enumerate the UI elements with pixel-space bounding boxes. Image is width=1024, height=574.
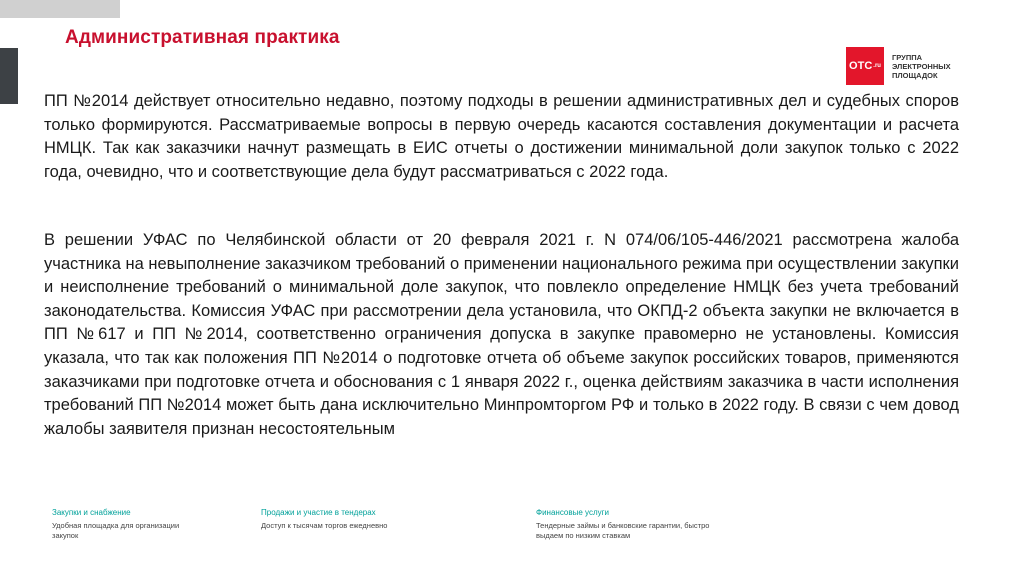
- footer-heading: Продажи и участие в тендерах: [261, 508, 376, 517]
- company-logo: [846, 47, 962, 85]
- paragraph-case: В решении УФАС по Челябинской области от 20 февраля 2021 г. N 074/06/105-446/2021 рассмотрена жалоба участника на невыполнение заказчиком требований о применении национального режима при осуществлении закупки и неисполнение требований о минимальной доле закупок, что повлекло определение НМЦК без учета требований законодательства. Комиссия УФАС при рассмотрении дела установила, что ОКПД-2 объекта закупки не включается в ПП №617 и ПП №2014, соответственно ограничения допуска в закупке правомерно не установлены. Комиссия указала, что так как положения ПП №2014 о подготовке отчета об объеме закупок российских товаров, применяются заказчиками при подготовке отчета и обоснования с 1 января 2022 г., оценка действиям заказчика в части исполнения требований ПП №2014 может быть дана исключительно Минпромторгом РФ и только в 2022 году. В связи с чем довод жалобы заявителя признан несостоятельным: [44, 231, 959, 438]
- footer-finance: [536, 508, 736, 541]
- footer-description: Доступ к тысячам торгов ежедневно: [261, 521, 388, 530]
- top-gray-bar: [0, 0, 120, 18]
- page-title: Административная практика: [65, 27, 340, 48]
- footer-description: Тендерные займы и банковские гарантии, быстро выдаем по низким ставкам: [536, 521, 710, 540]
- logo-mark: [846, 47, 884, 85]
- footer-heading: Закупки и снабжение: [52, 508, 131, 517]
- logo-caption: ГРУППА ЭЛЕКТРОННЫХ ПЛОЩАДОК: [892, 52, 951, 80]
- side-tab-marker: [0, 48, 18, 104]
- footer-heading: Финансовые услуги: [536, 508, 610, 517]
- footer-purchasing: [52, 508, 202, 541]
- logo-mark-text: OTC: [849, 60, 873, 72]
- footer-description: Удобная площадка для организации закупок: [52, 521, 180, 540]
- paragraph-intro: ПП №2014 действует относительно недавно, поэтому подходы в решении административных дел и судебных споров только формируются. Рассматриваемые вопросы в первую очередь касаются составления документации и расчета НМЦК. Так как заказчики начнут размещать в ЕИС отчеты о достижении минимальной доли закупок только с 2022 года, очевидно, что и соответствующие дела будут рассматриваться с 2022 года.: [44, 92, 959, 181]
- logo-mark-suffix: .ru: [873, 63, 881, 69]
- footer-sales: [261, 508, 441, 531]
